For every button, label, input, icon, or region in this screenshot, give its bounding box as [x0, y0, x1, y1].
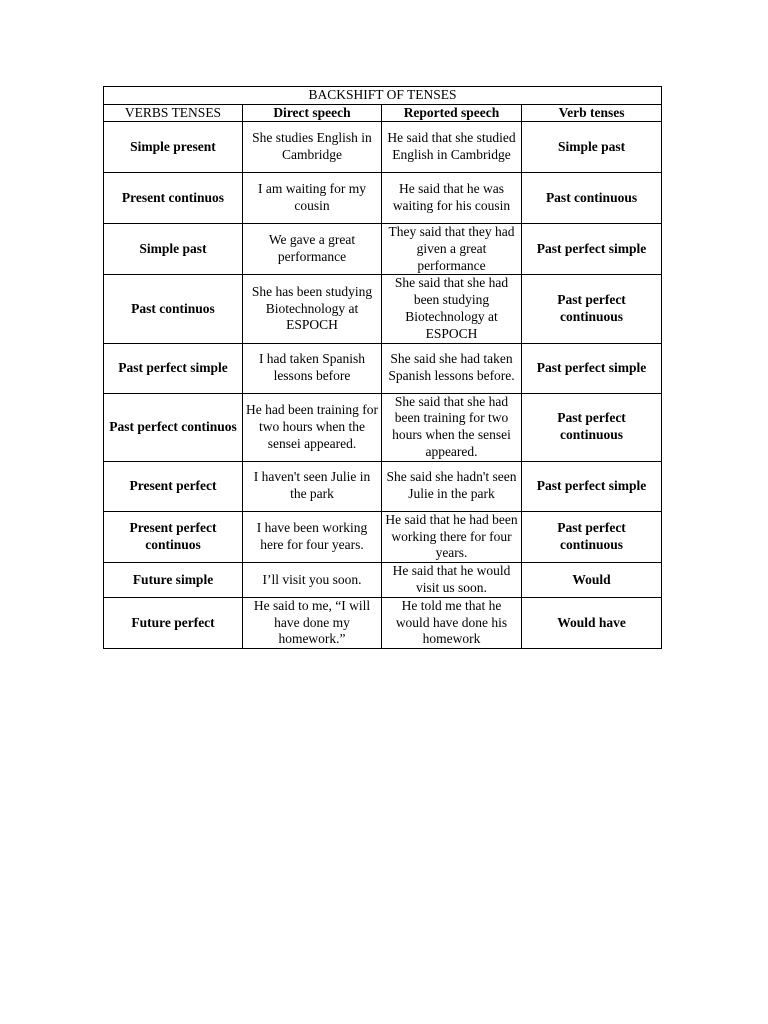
tense-cell: Past continuos	[104, 275, 243, 343]
direct-speech-cell: He had been training for two hours when the sensei appeared.	[243, 393, 382, 461]
tense-cell: Present perfect	[104, 461, 243, 511]
reported-speech-cell: She said that she had been training for two hours when the sensei appeared.	[382, 393, 522, 461]
reported-speech-cell: She said she had taken Spanish lessons before.	[382, 343, 522, 393]
header-verb-tenses: Verb tenses	[522, 105, 662, 122]
direct-speech-cell: I have been working here for four years.	[243, 511, 382, 562]
result-tense-cell: Would	[522, 563, 662, 598]
result-tense-cell: Past perfect continuous	[522, 275, 662, 343]
header-verbs-tenses: VERBS TENSES	[104, 105, 243, 122]
direct-speech-cell: We gave a great performance	[243, 224, 382, 275]
tense-cell: Present perfect continuos	[104, 511, 243, 562]
result-tense-cell: Past perfect simple	[522, 343, 662, 393]
result-tense-cell: Past continuous	[522, 173, 662, 224]
tense-cell: Simple present	[104, 122, 243, 173]
direct-speech-cell: I’ll visit you soon.	[243, 563, 382, 598]
table-row	[104, 461, 662, 511]
table-row	[104, 393, 662, 461]
backshift-table	[103, 86, 662, 649]
direct-speech-cell: She studies English in Cambridge	[243, 122, 382, 173]
header-direct-speech: Direct speech	[243, 105, 382, 122]
direct-speech-cell: I haven't seen Julie in the park	[243, 461, 382, 511]
table-row	[104, 122, 662, 173]
reported-speech-cell: He told me that he would have done his homework	[382, 597, 522, 648]
result-tense-cell: Past perfect continuous	[522, 393, 662, 461]
tense-cell: Future perfect	[104, 597, 243, 648]
table-row	[104, 563, 662, 598]
table-row	[104, 511, 662, 562]
title-row	[104, 87, 662, 105]
header-row	[104, 105, 662, 122]
table-row	[104, 173, 662, 224]
reported-speech-cell: He said that he had been working there for four years.	[382, 511, 522, 562]
direct-speech-cell: She has been studying Biotechnology at ESPOCH	[243, 275, 382, 343]
direct-speech-cell: I am waiting for my cousin	[243, 173, 382, 224]
reported-speech-cell: She said that she had been studying Biotechnology at ESPOCH	[382, 275, 522, 343]
reported-speech-cell: He said that he would visit us soon.	[382, 563, 522, 598]
direct-speech-cell: I had taken Spanish lessons before	[243, 343, 382, 393]
direct-speech-cell: He said to me, “I will have done my homework.”	[243, 597, 382, 648]
table-row	[104, 224, 662, 275]
table-title: BACKSHIFT OF TENSES	[104, 87, 662, 105]
reported-speech-cell: He said that he was waiting for his cousin	[382, 173, 522, 224]
result-tense-cell: Simple past	[522, 122, 662, 173]
table-row	[104, 275, 662, 343]
reported-speech-cell: They said that they had given a great performance	[382, 224, 522, 275]
result-tense-cell: Past perfect simple	[522, 461, 662, 511]
tense-cell: Future simple	[104, 563, 243, 598]
result-tense-cell: Past perfect continuous	[522, 511, 662, 562]
header-reported-speech: Reported speech	[382, 105, 522, 122]
result-tense-cell: Would have	[522, 597, 662, 648]
table-row	[104, 597, 662, 648]
tense-cell: Past perfect simple	[104, 343, 243, 393]
result-tense-cell: Past perfect simple	[522, 224, 662, 275]
tense-cell: Present continuos	[104, 173, 243, 224]
reported-speech-cell: He said that she studied English in Cambridge	[382, 122, 522, 173]
table-row	[104, 343, 662, 393]
tense-cell: Past perfect continuos	[104, 393, 243, 461]
reported-speech-cell: She said she hadn't seen Julie in the park	[382, 461, 522, 511]
tense-cell: Simple past	[104, 224, 243, 275]
